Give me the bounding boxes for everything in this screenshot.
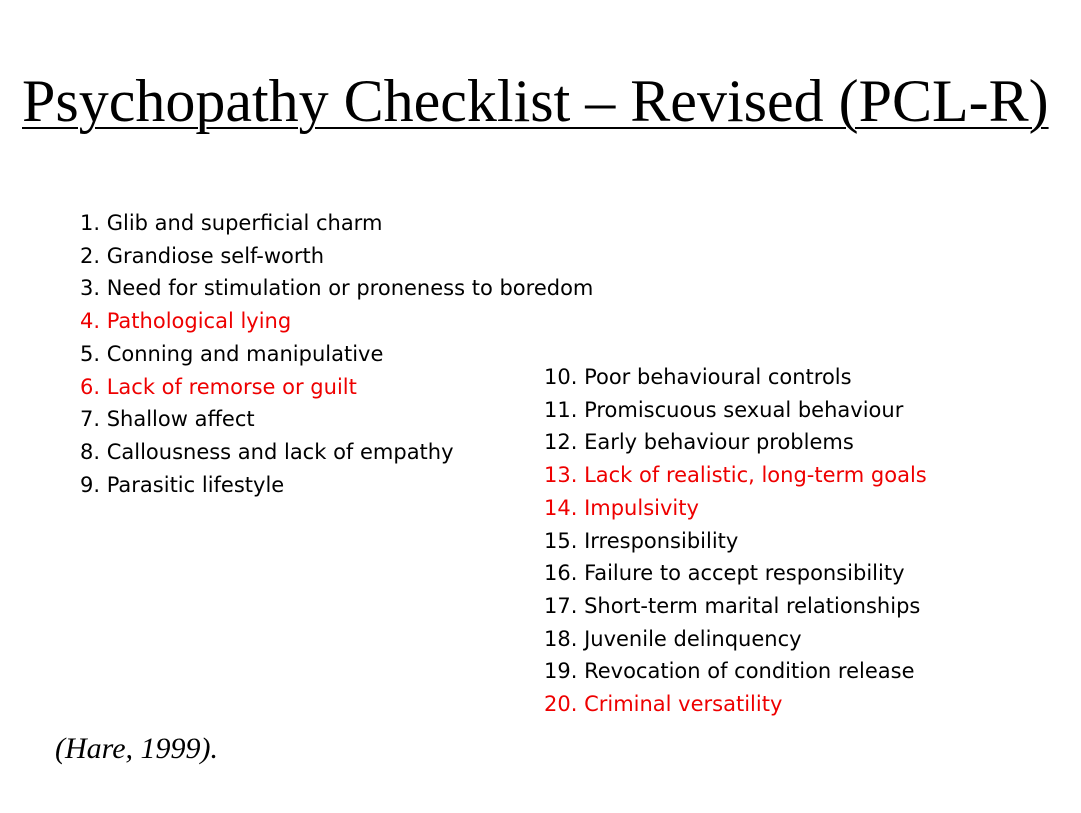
citation: (Hare, 1999). xyxy=(55,732,219,765)
checklist-item: 14. Impulsivity xyxy=(544,495,699,520)
checklist-right-column xyxy=(544,361,927,721)
checklist-item: 18. Juvenile delinquency xyxy=(544,626,802,651)
checklist-item: 3. Need for stimulation or proneness to boredom xyxy=(80,276,594,301)
checklist-item: 16. Failure to accept responsibility xyxy=(544,561,905,586)
checklist-item: 6. Lack of remorse or guilt xyxy=(80,374,357,399)
checklist-item: 13. Lack of realistic, long-term goals xyxy=(544,463,927,488)
checklist-item: 7. Shallow affect xyxy=(80,407,255,432)
checklist-item: 12. Early behaviour problems xyxy=(544,430,854,455)
checklist-item: 10. Poor behavioural controls xyxy=(544,365,852,389)
checklist-item: 15. Irresponsibility xyxy=(544,528,739,553)
checklist-item: 20. Criminal versatility xyxy=(544,692,783,717)
checklist-item: 5. Conning and manipulative xyxy=(80,341,384,366)
checklist-item: 11. Promiscuous sexual behaviour xyxy=(544,397,904,422)
slide-title: Psychopathy Checklist – Revised (PCL-R) xyxy=(22,68,1049,134)
checklist-item: 9. Parasitic lifestyle xyxy=(80,472,285,497)
checklist-item: 2. Grandiose self-worth xyxy=(80,243,325,268)
checklist-item: 1. Glib and superficial charm xyxy=(80,211,383,235)
checklist-item: 19. Revocation of condition release xyxy=(544,659,915,684)
checklist-item: 17. Short-term marital relationships xyxy=(544,593,921,618)
checklist-item: 8. Callousness and lack of empathy xyxy=(80,439,454,464)
checklist-left-column xyxy=(80,207,593,501)
checklist-item: 4. Pathological lying xyxy=(80,309,292,334)
